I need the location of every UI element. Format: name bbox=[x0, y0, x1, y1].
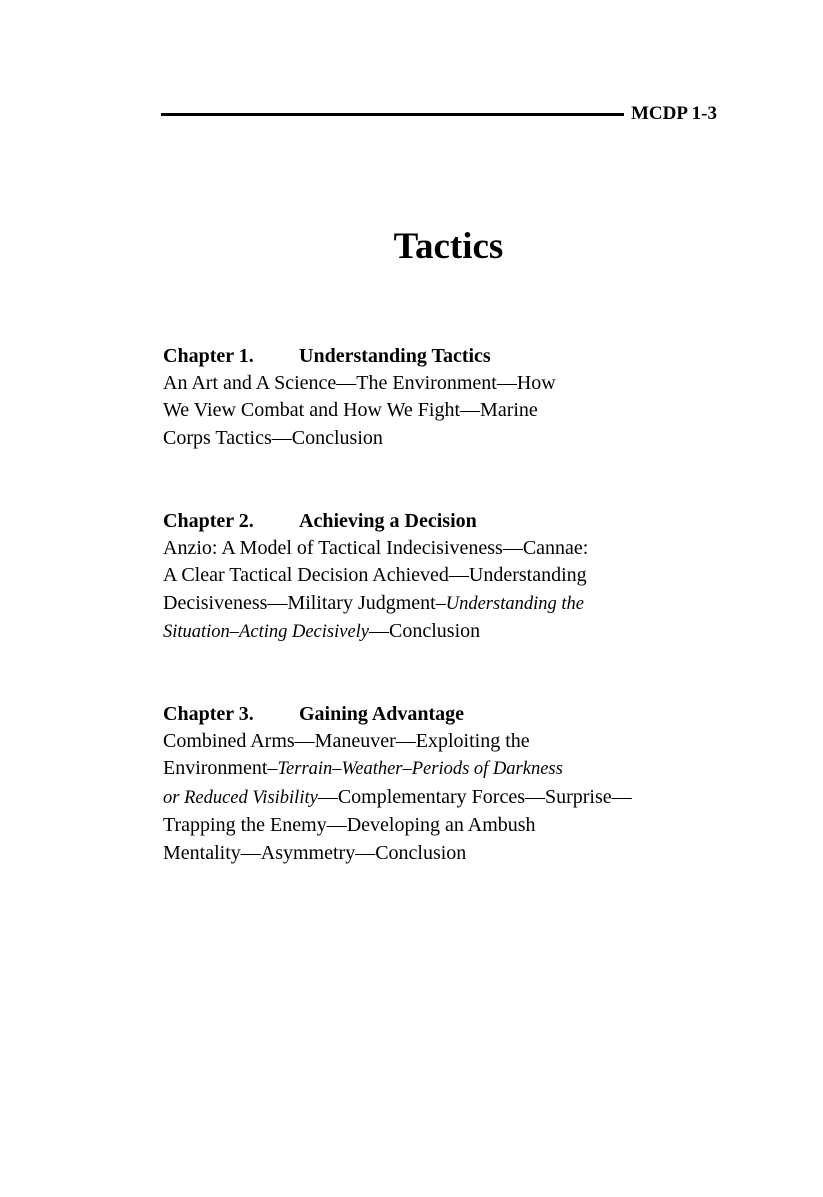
contents-line: Combined Arms—Maneuver—Exploiting the bbox=[163, 730, 530, 752]
chapter-3-title: Gaining Advantage bbox=[299, 703, 465, 725]
chapter-1-heading bbox=[163, 343, 743, 370]
contents-line: or Reduced Visibility—Complementary Forces—Surprise— bbox=[163, 785, 632, 808]
contents-line: An Art and A Science—The Environment—How bbox=[163, 372, 556, 394]
contents-line: We View Combat and How We Fight—Marine bbox=[163, 399, 538, 422]
chapter-3-heading bbox=[163, 701, 743, 728]
chapter-3-section bbox=[163, 701, 743, 867]
chapter-2-section bbox=[163, 508, 743, 647]
chapter-3-contents bbox=[163, 728, 743, 867]
chapter-2-number: Chapter 2. bbox=[163, 510, 254, 532]
contents-line: Corps Tactics—Conclusion bbox=[163, 426, 383, 449]
chapter-2-contents bbox=[163, 535, 743, 647]
chapter-2-title: Achieving a Decision bbox=[299, 510, 477, 532]
contents-line: Mentality—Asymmetry—Conclusion bbox=[163, 841, 467, 864]
chapter-1-section bbox=[163, 343, 743, 452]
header-rule bbox=[161, 113, 624, 116]
contents-line: Situation–Acting Decisively—Conclusion bbox=[163, 620, 481, 643]
chapter-1-title: Understanding Tactics bbox=[299, 345, 491, 367]
contents-line: Anzio: A Model of Tactical Indecisiveness—Cannae: bbox=[163, 537, 589, 559]
contents-line: A Clear Tactical Decision Achieved—Understanding bbox=[163, 564, 587, 587]
chapter-3-number: Chapter 3. bbox=[163, 703, 254, 725]
chapter-2-heading bbox=[163, 508, 743, 535]
contents-line: Trapping the Enemy—Developing an Ambush bbox=[163, 814, 536, 837]
chapter-1-contents bbox=[163, 370, 743, 452]
page-title: Tactics bbox=[393, 226, 504, 267]
document-id: MCDP 1-3 bbox=[631, 103, 718, 124]
contents-line: Decisiveness—Military Judgment–Understanding the bbox=[163, 591, 584, 614]
contents-line: Environment–Terrain–Weather–Periods of Darkness bbox=[163, 757, 563, 780]
chapter-1-number: Chapter 1. bbox=[163, 345, 254, 367]
